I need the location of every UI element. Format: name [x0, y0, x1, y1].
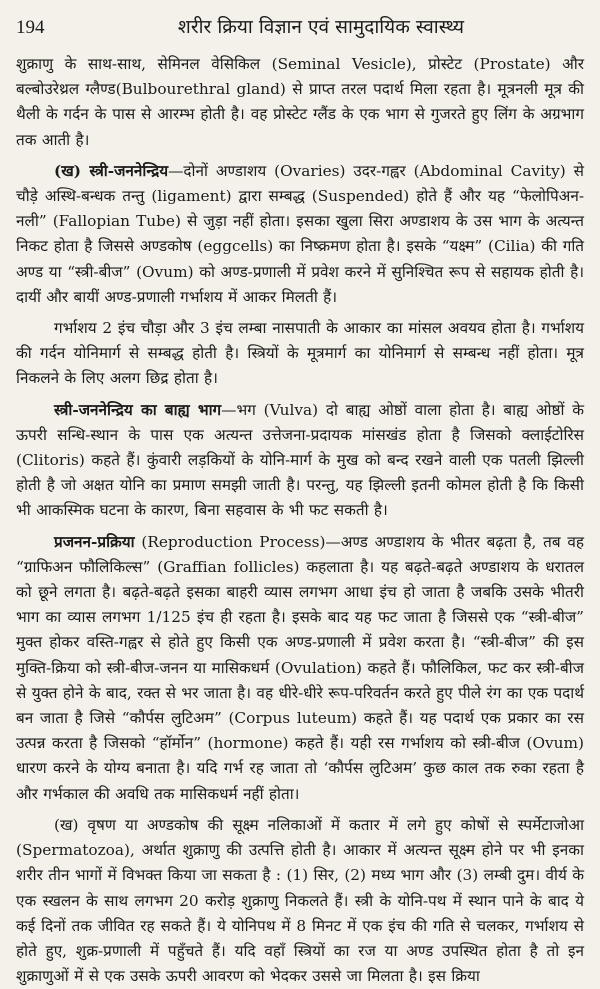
paragraph-4: [16, 398, 584, 524]
paragraph-3-text: गर्भाशय 2 इंच चौड़ा और 3 इंच लम्बा नासपाती के आकार का मांसल अवयव होता है। गर्भाशय की गर्दन योनिमार्ग से सम्बद्ध होती है। स्त्रियों के मूत्रमार्ग का योनिमार्ग से सम्बन्ध नहीं होता। मूत्र निकलने के लिए अलग छिद्र होता है।: [16, 319, 584, 388]
paragraph-4-text: —भग (Vulva) दो बाह्य ओष्ठों वाला होता है। बाह्य ओष्ठों के ऊपरी सन्धि-स्थान के पास एक अत्यन्त उत्तेजना-प्रदायक मांसखंड होता है जिसको क्लाईटोरिस (Clitoris) कहते हैं। कुंवारी लड़कियों के योनि-मार्ग के मुख को बन्द रखने वाली एक पतली झिल्ली होती है जो अक्षत योनि का प्रमाण समझी जाती है। परन्तु, यह झिल्ली इतनी कोमल होती है कि किसी भी आकस्मिक घटना के कारण, बिना सहवास के भी फट सकती है।: [16, 400, 585, 520]
paragraph-5-heading: प्रजनन-प्रक्रिया: [54, 532, 135, 551]
paragraph-1: [16, 52, 584, 153]
running-title: शरीर क्रिया विज्ञान एवं सामुदायिक स्वास्थ्य: [177, 16, 465, 38]
paragraph-4-heading: स्त्री-जननेन्द्रिय का बाह्य भाग: [54, 400, 222, 419]
page-header: [16, 14, 584, 52]
paragraph-3: [16, 316, 584, 392]
paragraph-2-text: —दोनों अण्डाशय (Ovaries) उदर-गह्वर (Abdominal Cavity) से चौड़े अस्थि-बन्धक तन्तु (ligament) द्वारा सम्बद्ध (Suspended) होते हैं और यह “फेलोपिअन-नली” (Fallopian Tube) से जुड़ा नहीं होता। इसका खुला सिरा अण्डाशय के उस भाग के अत्यन्त निकट होता है जिससे अण्डकोष (eggcells) का निष्क्रमण होता है। इसके “यक्ष्म” (Cilia) की गति अण्ड या “स्त्री-बीज” (Ovum) को अण्ड-प्रणाली में प्रवेश करने में सुनिश्चित रूप से सहायक होती है। दायीं और बायीं अण्ड-प्रणाली गर्भाशय में आकर मिलती हैं।: [16, 161, 584, 306]
paragraph-6-text: (ख) वृषण या अण्डकोष की सूक्ष्म नलिकाओं में कतार में लगे हुए कोषों से स्पर्मेटाजोआ (Spermatozoa), अर्थात शुक्राणु की उत्पत्ति होती है। आकार में अत्यन्त सूक्ष्म होने पर भी इनका शरीर तीन भागों में विभक्त किया जा सकता है : (1) सिर, (2) मध्य भाग और (3) लम्बी दुम। वीर्य के एक स्खलन के साथ लगभग 20 करोड़ शुक्राणु निकलते हैं। स्त्री के योनि-पथ में स्थान पाने के बाद ये कई दिनों तक जीवित रह सकते हैं। ये योनिपथ में 8 मिनट में एक इंच की गति से चलकर, गर्भाशय से होते हुए, शुक्र-प्रणाली में पहुँचते हैं। यदि वहाँ स्त्रियों का रज या अण्ड उपस्थित होता है तो इन शुक्राणुओं में से एक उसके ऊपरी आवरण को भेदकर उससे जा मिलता है। इस क्रिया: [16, 815, 584, 986]
paragraph-5: [16, 530, 584, 807]
page-number: 194: [16, 17, 45, 38]
paragraph-2: [16, 159, 584, 310]
paragraph-1-text: शुक्राणु के साथ-साथ, सेमिनल वेसिकिल (Seminal Vesicle), प्रोस्टेट (Prostate) और बल्बोउरेथ्रल ग्लैण्ड(Bulbourethral gland) से प्राप्त तरल पदार्थ मिला रहता है। मूत्रनली मूत्र की थैली के गर्दन के पास से आरम्भ होती है। वह प्रोस्टेट ग्लैंड के एक भाग से गुजरते हुए लिंग के अग्रभाग तक आती है।: [16, 55, 584, 149]
paragraph-6: [16, 813, 584, 989]
paragraph-2-heading: (ख) स्त्री-जननेन्द्रिय: [54, 161, 169, 180]
paragraph-5-text: (Reproduction Process)—अण्ड अण्डाशय के भीतर बढ़ता है, तब वह “ग्राफिअन फौलिकिल्स” (Graffian follicles) कहलाता है। यह बढ़ते-बढ़ते अण्डाशय के धरातल को छूने लगता है। बढ़ते-बढ़ते इसका बाहरी व्यास लगभग आधा इंच हो जाता है जबकि उसके भीतरी भाग का व्यास लगभग 1/125 इंच ही रहता है। इसके बाद यह फट जाता है जिससे एक “स्त्री-बीज” मुक्त होकर वस्ति-गह्वर से होते हुए किसी एक अण्ड-प्रणाली में प्रवेश करता है। “स्त्री-बीज” की इस मुक्ति-क्रिया को स्त्री-बीज-जनन या मासिकधर्म (Ovulation) कहते हैं। फौलिकिल, फट कर स्त्री-बीज से युक्त होने के बाद, रक्त से भर जाता है। वह धीरे-धीरे रूप-परिवर्तन करते हुए पीले रंग का एक पदार्थ बन जाता है जिसे “कौर्पस लुटिअम” (Corpus luteum) कहते हैं। यह पदार्थ एक प्रकार का रस उत्पन्न करता है जिसको “हॉर्मोन” (hormone) कहते हैं। यही रस गर्भाशय को स्त्री-बीज (Ovum) धारण करने के योग्य बनाता है। यदि गर्भ रह जाता तो ‘कौर्पस लुटिअम’ कुछ काल तक रुका रहता है और गर्भकाल की अवधि तक मासिकधर्म नहीं होता।: [16, 532, 584, 803]
